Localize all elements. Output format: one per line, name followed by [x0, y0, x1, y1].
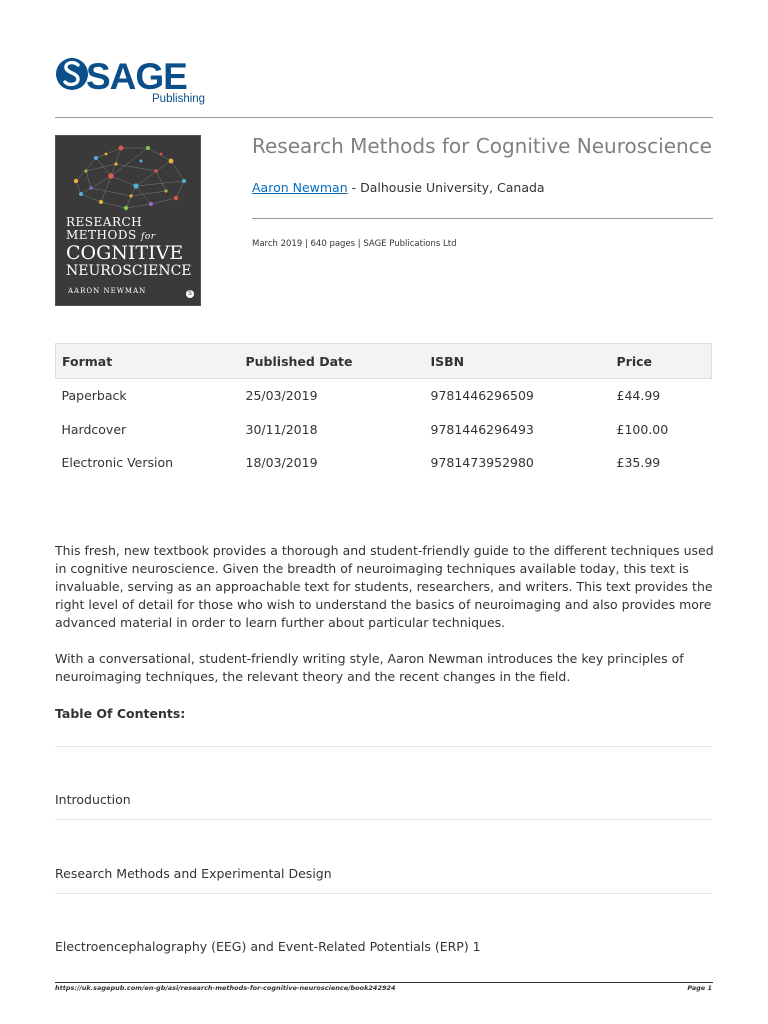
book-title: Research Methods for Cognitive Neuroscience [252, 134, 712, 158]
author-link[interactable]: Aaron Newman [252, 180, 348, 195]
cover-title-line: RESEARCH [66, 215, 143, 229]
author-line [252, 180, 545, 195]
toc-item: Electroencephalography (EEG) and Event-Related Potentials (ERP) 1 [55, 939, 481, 954]
page-number: Page 1 [687, 984, 712, 992]
table-cell: £35.99 [616, 455, 661, 471]
description-paragraph: With a conversational, student-friendly writing style, Aaron Newman introduces the key principles of neuroimaging techniques, the relevant theory and the recent changes in the field. [55, 651, 684, 684]
toc-heading: Table Of Contents: [55, 706, 186, 721]
column-header: Format [56, 344, 240, 379]
cover-title-line: NEUROSCIENCE [66, 263, 192, 279]
table-cell: £100.00 [616, 421, 669, 437]
table-cell: 18/03/2019 [245, 455, 318, 471]
column-header: ISBN [425, 344, 611, 379]
logo-word: SAGE [86, 56, 187, 97]
cover-title [66, 216, 196, 278]
header-divider [55, 117, 713, 118]
author-affiliation: - Dalhousie University, Canada [347, 180, 545, 195]
book-cover-image [55, 135, 201, 306]
column-header: Published Date [240, 344, 425, 379]
cover-title-line: COGNITIVE [66, 242, 184, 264]
table-cell: 25/03/2019 [245, 388, 318, 404]
cover-author: AARON NEWMAN [68, 287, 147, 295]
table-row [56, 379, 712, 413]
toc-divider [55, 893, 712, 894]
toc-divider [55, 746, 712, 747]
column-header: Price [611, 344, 712, 379]
table-header-row [56, 344, 712, 379]
table-row [56, 413, 712, 447]
logo-subtitle: Publishing [152, 93, 205, 105]
table-cell: Electronic Version [61, 455, 174, 471]
book-description [55, 542, 715, 704]
table-cell: 9781446296509 [430, 388, 534, 404]
formats-table [55, 343, 712, 480]
cover-title-line: METHODS [66, 228, 137, 242]
table-cell: 9781473952980 [430, 455, 534, 471]
publication-meta: March 2019 | 640 pages | SAGE Publications Ltd [252, 239, 457, 249]
title-divider [252, 218, 713, 219]
description-paragraph: This fresh, new textbook provides a thorough and student-friendly guide to the different techniques used in cognitive neuroscience. Given the breadth of neuroimaging techniques available today, this text is invaluable, serving as an approachable text for students, researchers, and writers. This text provides the right level of detail for those who wish to understand the basics of neuroimaging and also provides more advanced material in order to learn further about particular techniques. [55, 543, 714, 630]
sage-badge-icon: S [186, 290, 194, 298]
table-cell: 9781446296493 [430, 421, 534, 437]
footer-url: https://uk.sagepub.com/en-gb/asi/research-methods-for-cognitive-neuroscience/book242924 [55, 984, 396, 992]
footer-divider [55, 982, 713, 983]
table-cell: £44.99 [616, 388, 661, 404]
toc-item: Research Methods and Experimental Design [55, 866, 332, 881]
toc-divider [55, 819, 712, 820]
table-cell: Paperback [61, 388, 127, 404]
cover-title-line: for [141, 232, 156, 242]
table-row [56, 446, 712, 480]
table-cell: 30/11/2018 [245, 421, 318, 437]
sage-logo[interactable] [55, 54, 205, 106]
toc-item: Introduction [55, 792, 131, 807]
table-cell: Hardcover [61, 421, 127, 437]
